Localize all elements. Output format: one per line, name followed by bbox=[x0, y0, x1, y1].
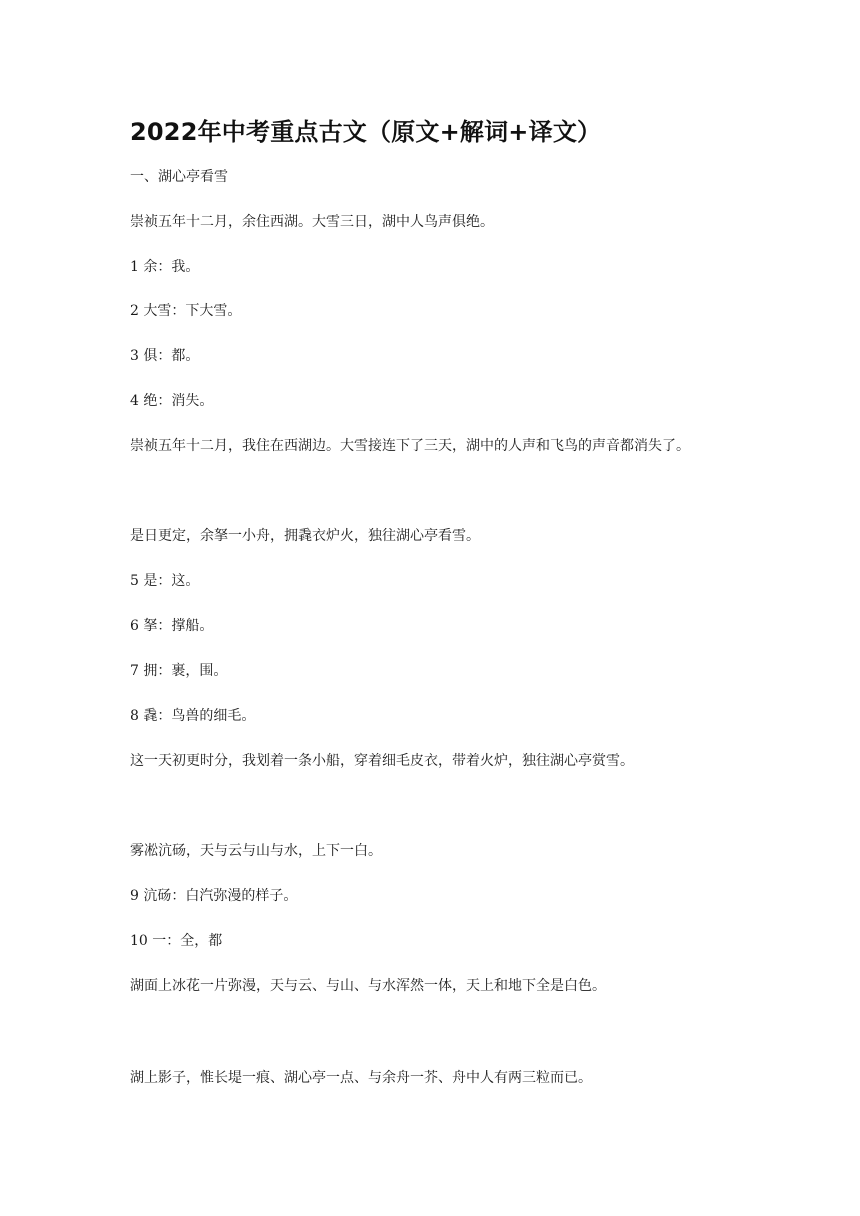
translation-text: 湖面上冰花一片弥漫，天与云、与山、与水浑然一体，天上和地下全是白色。 bbox=[130, 978, 606, 994]
word-note: 2 大雪：下大雪。 bbox=[130, 303, 242, 319]
word-note: 7 拥：裹，围。 bbox=[130, 663, 228, 679]
document-title: 2022年中考重点古文（原文+解词+译文） bbox=[130, 118, 602, 146]
word-note: 1 余：我。 bbox=[130, 259, 200, 275]
word-note: 6 拏：撑船。 bbox=[130, 618, 214, 634]
word-note: 8 毳：鸟兽的细毛。 bbox=[130, 708, 256, 724]
translation-text: 这一天初更时分，我划着一条小船，穿着细毛皮衣，带着火炉，独往湖心亭赏雪。 bbox=[130, 753, 634, 769]
word-note: 5 是：这。 bbox=[130, 573, 200, 589]
original-text: 湖上影子，惟长堤一痕、湖心亭一点、与余舟一芥、舟中人有两三粒而已。 bbox=[130, 1070, 592, 1086]
section-heading: 一、湖心亭看雪 bbox=[130, 169, 228, 185]
original-text: 雾凇沆砀，天与云与山与水，上下一白。 bbox=[130, 843, 382, 859]
word-note: 9 沆砀：白汽弥漫的样子。 bbox=[130, 888, 298, 904]
translation-text: 崇祯五年十二月，我住在西湖边。大雪接连下了三天，湖中的人声和飞鸟的声音都消失了。 bbox=[130, 438, 690, 454]
original-text: 是日更定，余拏一小舟，拥毳衣炉火，独往湖心亭看雪。 bbox=[130, 528, 480, 544]
word-note: 4 绝：消失。 bbox=[130, 393, 214, 409]
word-note: 3 俱：都。 bbox=[130, 348, 200, 364]
word-note: 10 一：全，都 bbox=[130, 933, 223, 949]
original-text: 崇祯五年十二月，余住西湖。大雪三日，湖中人鸟声俱绝。 bbox=[130, 214, 494, 230]
